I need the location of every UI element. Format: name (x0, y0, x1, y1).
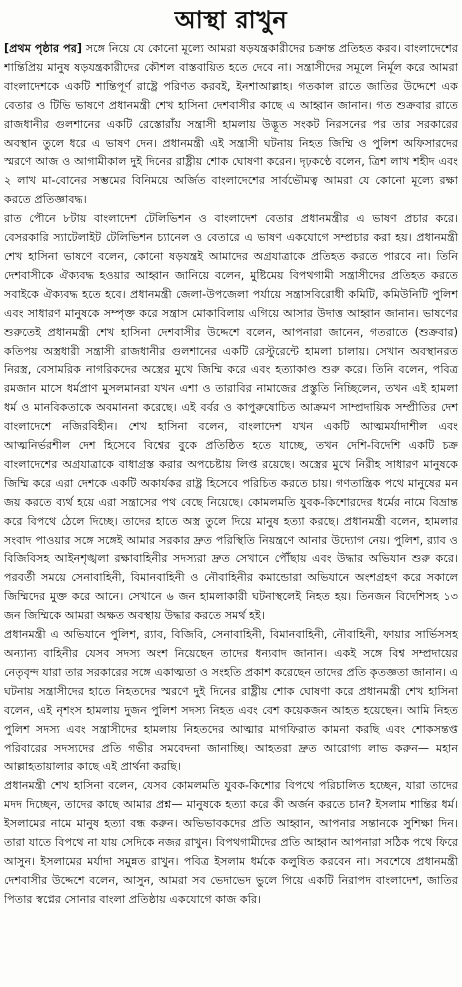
article-paragraph (4, 40, 458, 210)
paragraph-text: সঙ্গে নিয়ে যে কোনো মূল্যে আমরা ষড়যন্ত্রকারীদের চক্রান্ত প্রতিহত করব। বাংলাদেশের শান্তিপ্রিয় মানুষ ষড়যন্ত্রকারীদের কৌশল বাস্তবায়িত হতে দেবে না। সন্ত্রাসীদের সমূলে নির্মূল করে আমরা বাংলাদেশকে একটি শান্তিপূর্ণ রাষ্ট্রে পরিণত করবই, ইনশাআল্লাহ। গতকাল রাতে জাতির উদ্দেশে এক বেতার ও টিভি ভাষণে প্রধানমন্ত্রী শেখ হাসিনা দেশবাসীর কাছে এ আহ্বান জানান। গত শুক্রবার রাতে রাজধানীর গুলশানের একটি রেস্তোরাঁয় সন্ত্রাসী হামলায় উদ্ভূত সংকট নিরসনের পর তার সরকারের অবস্থান তুলে ধরে এ ভাষণ দেন। প্রধানমন্ত্রী এই সন্ত্রাসী ঘটনায় নিহত জিম্মি ও পুলিশ অফিসারদের স্মরণে আজ ও আগামীকাল দুই দিনের রাষ্ট্রীয় শোক ঘোষণা করেন। দৃঢ়কণ্ঠে বলেন, ত্রিশ লাখ শহীদ এবং ২ লাখ মা-বোনের সম্ভমের বিনিময়ে অর্জিত বাংলাদেশের সার্বভৌমত্ব আমরা যে কোনো মূল্যে রক্ষা করতে প্রতিজ্ঞাবদ্ধ। (4, 42, 458, 207)
article-body (4, 40, 458, 982)
continued-from-label: [প্রথম পৃষ্ঠার পর] (4, 42, 83, 55)
article-paragraph: রাত পৌনে ৮টায় বাংলাদেশ টেলিভিশন ও বাংলাদেশ বেতার প্রধানমন্ত্রীর এ ভাষণ প্রচার করে। বেসরকারি স্যাটেলাইট টেলিভিশন চ্যানেল ও বেতারে এ ভাষণ একযোগে সম্প্রচার করা হয়। প্রধানমন্ত্রী শেখ হাসিনা ভাষণে বলেন, কোনো ষড়যন্ত্রই আমাদের অগ্রযাত্রাকে প্রতিহত করতে পারবে না। তিনি দেশবাসীকে ঐক্যবদ্ধ হওয়ার আহ্বান জানিয়ে বলেন, মুষ্টিমেয় বিপথগামী সন্ত্রাসীদের প্রতিহত করতে সবাইকে ঐক্যবদ্ধ হতে হবে। প্রধানমন্ত্রী জেলা-উপজেলা পর্যায়ে সন্ত্রাসবিরোধী কমিটি, কমিউনিটি পুলিশ এবং সাধারণ মানুষকে সম্পৃক্ত করে সন্ত্রাস মোকাবিলায় এগিয়ে আসার উদাত্ত আহ্বান জানান। ভাষণের শুরুতেই প্রধানমন্ত্রী শেখ হাসিনা দেশবাসীর উদ্দেশে বলেন, আপনারা জানেন, গতরাতে (শুক্রবার) কতিপয় অস্ত্রধারী সন্ত্রাসী রাজধানীর গুলশানের একটি রেস্টুরেন্টে হামলা চালায়। সেখান অবস্থানরত নিরস্ত্র, বেসামরিক নাগরিকদের অস্ত্রের মুখে জিম্মি করে এবং হত্যাকাণ্ড শুরু করে। তিনি বলেন, পবিত্র রমজান মাসে ধর্মপ্রাণ মুসলমানরা যখন এশা ও তারাবির নামাজের প্রস্তুতি নিচ্ছিলেন, তখন এই হামলা ধর্ম ও মানবিকতাকে অবমাননা করেছে। এই বর্বর ও কাপুরুষোচিত আক্রমণ সাম্প্রদায়িক সম্প্রীতির দেশ বাংলাদেশে নজিরবিহীন। শেখ হাসিনা বলেন, বাংলাদেশ যখন একটি আত্মমর্যাদাশীল এবং আত্মনির্ভরশীল দেশ হিসেবে বিশ্বের বুকে প্রতিষ্ঠিত হতে যাচ্ছে, তখন দেশি-বিদেশি একটি চক্র বাংলাদেশের অগ্রযাত্রাকে বাধাগ্রস্ত করার অপচেষ্টায় লিপ্ত রয়েছে। অস্ত্রের মুখে নিরীহ সাধারণ মানুষকে জিম্মি করে এরা দেশকে একটি অকার্যকর রাষ্ট্র হিসেবে পরিচিত করতে চায়। গণতান্ত্রিক পথে মানুষের মন জয় করতে ব্যর্থ হয়ে এরা সন্ত্রাসের পথ বেছে নিয়েছে। কোমলমতি যুবক-কিশোরদের ধর্মের নামে বিভ্রান্ত করে বিপথে ঠেলে দিচ্ছে। তাদের হাতে অস্ত্র তুলে দিয়ে মানুষ হত্যা করছে। প্রধানমন্ত্রী বলেন, হামলার সংবাদ পাওয়ার সঙ্গে সঙ্গেই আমার সরকার দ্রুত পরিস্থিতি নিয়ন্ত্রণে আনার উদ্যোগ নেয়। পুলিশ, র‍্যাব ও বিজিবিসহ আইনশৃঙ্খলা রক্ষাবাহিনীর সদস্যরা দ্রুত সেখানে পৌঁছায় এবং উদ্ধার অভিযান শুরু করে। পরবর্তী সময়ে সেনাবাহিনী, বিমানবাহিনী ও নৌবাহিনীর কমান্ডোরা অভিযানে অংশগ্রহণ করে সকালে জিম্মিদের মুক্ত করে আনে। সেখানে ৬ জন হামলাকারী ঘটনাস্থলেই নিহত হয়। তিনজন বিদেশিসহ ১৩ জন জিম্মিকে আমরা অক্ষত অবস্থায় উদ্ধার করতে সমর্থ হই। (4, 212, 458, 623)
article-paragraph: প্রধানমন্ত্রী এ অভিযানে পুলিশ, র‍্যাব, বিজিবি, সেনাবাহিনী, বিমানবাহিনী, নৌবাহিনী, ফায়ার সার্ভিসসহ অন্যান্য বাহিনীর যেসব সদস্য অংশ নিয়েছেন তাদের ধন্যবাদ জানান। একই সঙ্গে বিশ্ব সম্প্রদায়ের নেতৃবৃন্দ যারা তার সরকারের সঙ্গে একাত্মতা ও সংহতি প্রকাশ করেছেন তাদের প্রতি কৃতজ্ঞতা জানান। এ ঘটনায় সন্ত্রাসীদের হাতে নিহতদের স্মরণে দুই দিনের রাষ্ট্রীয় শোক ঘোষণা করে প্রধানমন্ত্রী শেখ হাসিনা বলেন, এই নৃশংস হামলায় দুজন পুলিশ সদস্য নিহত এবং বেশ কয়েকজন আহত হয়েছেন। আমি নিহত পুলিশ সদস্য এবং সন্ত্রাসীদের হামলায় নিহতদের আত্মার মাগফিরাত কামনা করছি এবং শোকসন্তপ্ত পরিবারের সদস্যদের প্রতি গভীর সমবেদনা জানাচ্ছি। আহতরা দ্রুত আরোগ্য লাভ করুন— মহান আল্লাহতায়ালার কাছে এই প্রার্থনা করছি। (4, 628, 458, 774)
article-paragraph: প্রধানমন্ত্রী শেখ হাসিনা বলেন, যেসব কোমলমতি যুবক-কিশোর বিপথে পরিচালিত হচ্ছেন, যারা তাদের মদদ দিচ্ছেন, তাদের কাছে আমার প্রশ্ন— মানুষকে হত্যা করে কী অর্জন করতে চান? ইসলাম শান্তির ধর্ম। ইসলামের নামে মানুষ হত্যা বন্ধ করুন। অভিভাবকদের প্রতি আহ্বান, আপনার সন্তানকে সুশিক্ষা দিন। তারা যাতে বিপথে না যায় সেদিকে নজর রাখুন। বিপথগামীদের প্রতি আহ্বান আপনারা সঠিক পথে ফিরে আসুন। ইসলামের মর্যাদা সমুন্নত রাখুন। পবিত্র ইসলাম ধর্মকে কলুষিত করবেন না। সবশেষে প্রধানমন্ত্রী দেশবাসীর উদ্দেশে বলেন, আসুন, আমরা সব ভেদাভেদ ভুলে গিয়ে একটি নিরাপদ বাংলাদেশ, জাতির পিতার স্বপ্নের সোনার বাংলা প্রতিষ্ঠায় একযোগে কাজ করি। (4, 779, 458, 906)
article-headline: আস্থা রাখুন (174, 6, 288, 34)
